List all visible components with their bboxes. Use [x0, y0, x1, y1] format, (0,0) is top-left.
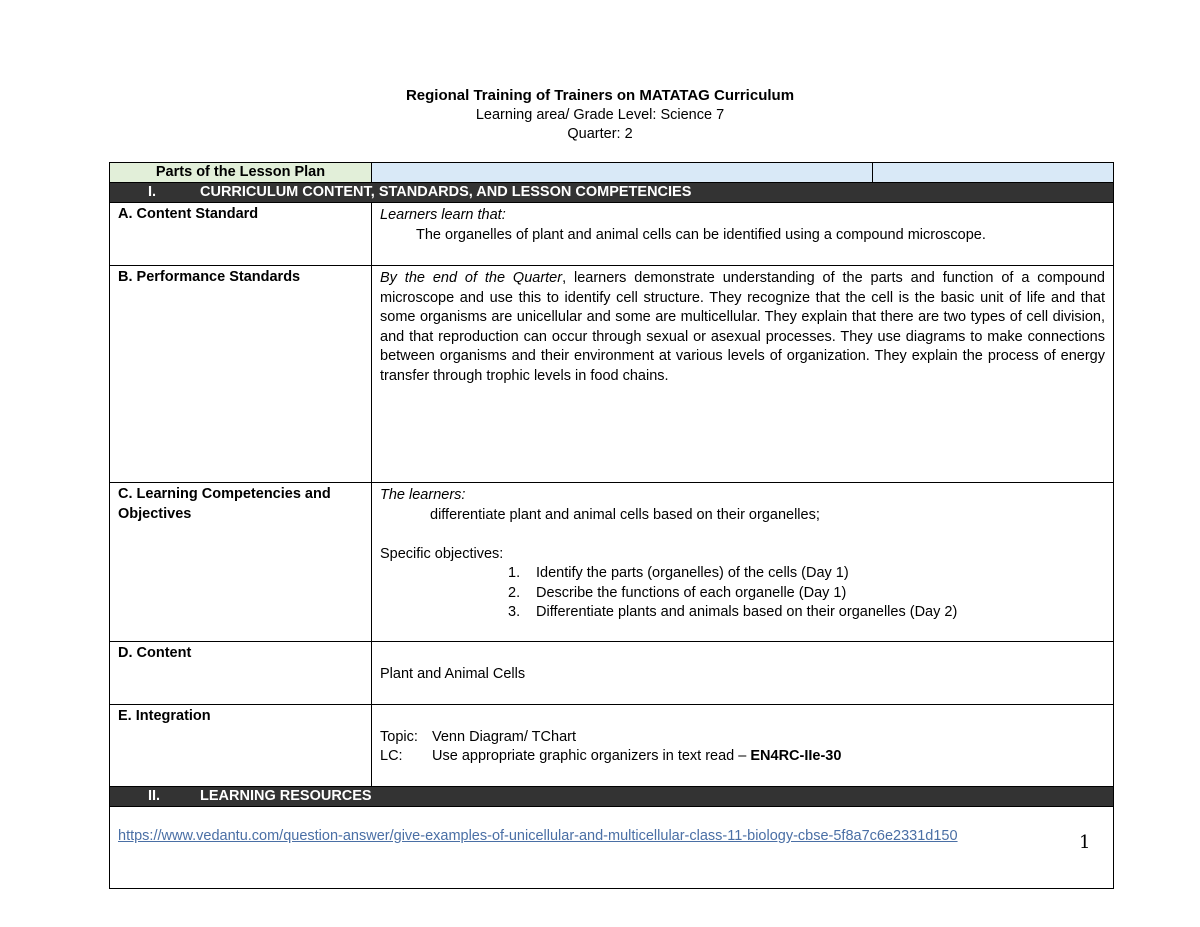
list-item — [508, 584, 1105, 604]
objectives-list — [380, 564, 1105, 623]
performance-standards-label: B. Performance Standards — [110, 266, 372, 483]
performance-standards-cell — [372, 266, 1114, 483]
content-standard-cell — [372, 203, 1114, 266]
lc-label: LC: — [380, 748, 403, 764]
resource-cell — [110, 807, 1114, 889]
header-blank-2 — [873, 163, 1114, 183]
topic-label: Topic: — [380, 728, 418, 745]
resource-link[interactable]: https://www.vedantu.com/question-answer/give-examples-of-unicellular-and-multicellular-class-11-biology-cbse-5f8a7c6e2331d150 — [118, 828, 958, 844]
integration-topic — [380, 728, 1105, 748]
lesson-plan-table — [109, 162, 1114, 889]
objective-number: 2. — [508, 584, 521, 601]
competencies-row — [110, 483, 1114, 642]
integration-row — [110, 705, 1114, 787]
objective-text: Differentiate plants and animals based on their organelles (Day 2) — [536, 604, 958, 620]
competency-text: differentiate plant and animal cells based on their organelles; — [430, 506, 820, 523]
section-1-title: CURRICULUM CONTENT, STANDARDS, AND LESSON COMPETENCIES — [200, 184, 692, 200]
content-cell — [372, 642, 1114, 705]
lc-code: EN4RC-IIe-30 — [750, 748, 842, 764]
list-item — [508, 603, 1105, 623]
content-standard-label: A. Content Standard — [110, 203, 372, 266]
topic-text: Venn Diagram/ TChart — [432, 728, 576, 745]
performance-standards-intro: By the end of the Quarter — [380, 270, 563, 286]
page-number: 1 — [1079, 832, 1091, 853]
section-2-row — [110, 787, 1114, 807]
performance-standards-text: , learners demonstrate understanding of the parts and function of a compound microscope and use this to identify cell structure. They recognize that the cell is the basic unit of life and that some organisms are unicellular and some are multicellular. They explain that there are two types of cell division, and that reproduction can occur through sexual or asexual processes. They use diagrams to make connections between organisms and their environment at various levels of organization. They explain the process of energy transfer through trophic levels in food chains. — [380, 270, 1105, 384]
resource-row — [110, 807, 1114, 889]
competencies-intro: The learners: — [380, 487, 466, 503]
objective-number: 1. — [508, 565, 521, 581]
objective-text: Describe the functions of each organelle (Day 1) — [536, 584, 847, 601]
section-2-heading — [110, 787, 1114, 807]
integration-lc — [380, 747, 1105, 767]
section-1-roman: I. — [148, 184, 157, 200]
section-2-roman: II. — [148, 788, 161, 804]
content-standard-text: The organelles of plant and animal cells can be identified using a compound microscope. — [416, 226, 986, 243]
document-title: Regional Training of Trainers on MATATAG Curriculum — [405, 87, 795, 104]
competencies-cell — [372, 483, 1114, 642]
quarter: Quarter: 2 — [567, 126, 633, 142]
section-2-title: LEARNING RESOURCES — [200, 788, 372, 804]
section-1-row — [110, 183, 1114, 203]
list-item — [508, 564, 1105, 584]
document-header — [0, 86, 1200, 145]
objectives-label: Specific objectives: — [380, 545, 504, 562]
header-blank-1 — [372, 163, 873, 183]
integration-label: E. Integration — [110, 705, 372, 787]
integration-cell — [372, 705, 1114, 787]
content-text: Plant and Animal Cells — [380, 665, 526, 682]
content-row — [110, 642, 1114, 705]
lc-text: Use appropriate graphic organizers in text read – — [432, 748, 751, 764]
parts-header: Parts of the Lesson Plan — [110, 163, 372, 183]
performance-standards-row — [110, 266, 1114, 483]
content-label: D. Content — [110, 642, 372, 705]
competencies-label: C. Learning Competencies and Objectives — [110, 483, 372, 642]
table-header-row — [110, 163, 1114, 183]
objective-text: Identify the parts (organelles) of the cells (Day 1) — [536, 565, 849, 581]
objective-number: 3. — [508, 604, 521, 620]
section-1-heading — [110, 183, 1114, 203]
content-standard-row — [110, 203, 1114, 266]
learning-area: Learning area/ Grade Level: Science 7 — [475, 106, 725, 123]
content-standard-intro: Learners learn that: — [380, 207, 506, 223]
